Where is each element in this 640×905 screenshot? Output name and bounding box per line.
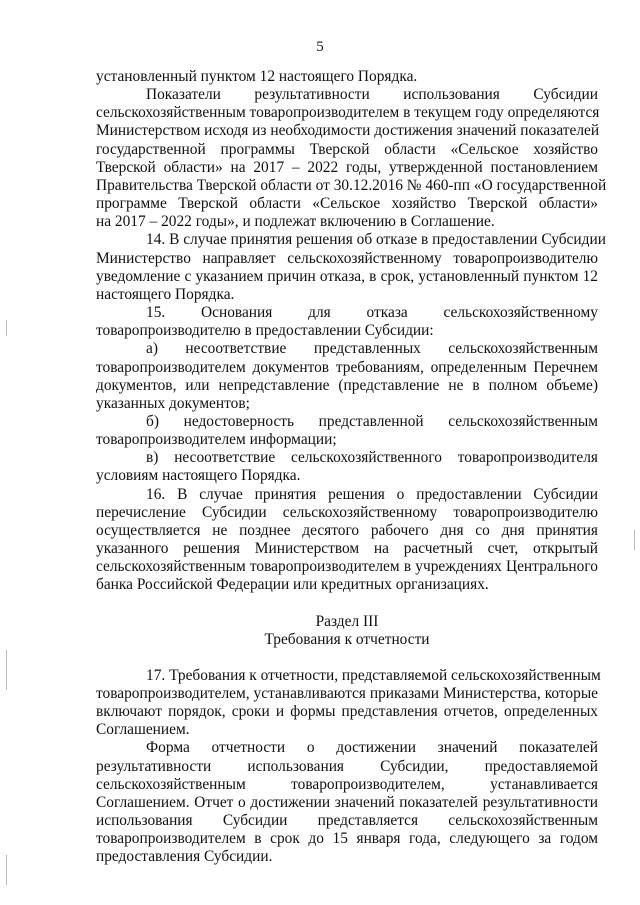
text-line: использования Субсидии представляется сельскохозяйственным — [96, 812, 598, 830]
list-item-b — [96, 413, 598, 449]
paragraph-results-indicators — [96, 86, 607, 231]
list-item-v — [96, 449, 598, 485]
text-line: Тверской области» на 2017 – 2022 годы, утвержденной постановлением — [96, 158, 598, 176]
text-line: товаропроизводителем, устанавливаются приказами Министерства, которые — [96, 685, 598, 702]
text-line: указанных документов; — [96, 394, 250, 412]
text-line: в) несоответствие сельскохозяйственного товаропроизводителя — [146, 449, 598, 467]
text-line: настоящего Порядка. — [96, 285, 235, 303]
page-number: 5 — [316, 39, 324, 55]
text-line: перечисление Субсидии сельскохозяйственному товаропроизводителю — [96, 503, 598, 521]
text-line: товаропроизводителю в предоставлении Субсидии: — [96, 322, 434, 340]
text-line: включают порядок, сроки и формы представления отчетов, определенных — [96, 703, 598, 721]
text-line: а) несоответствие представленных сельскохозяйственным — [146, 340, 598, 358]
text-line: Правительства Тверской области от 30.12.2016 № 460-пп «О государственной — [96, 176, 607, 194]
text-line: указанного решения Министерством на расчетный счет, открытый — [96, 540, 598, 558]
scan-edge-mark — [6, 320, 7, 336]
text-line: условиям настоящего Порядка. — [96, 467, 301, 485]
text-line: предоставления Субсидии. — [96, 848, 273, 866]
text-line: Министерством исходя из необходимости достижения значений показателей — [96, 122, 600, 140]
text-line: товаропроизводителем документов требованиям, определенным Перечнем — [96, 358, 598, 376]
text-line: уведомление с указанием причин отказа, в срок, установленный пунктом 12 — [96, 267, 598, 285]
text-line: Соглашением. Отчет о достижении значений показателей результативности — [96, 793, 598, 811]
scan-edge-mark — [634, 530, 635, 550]
scan-edge-mark — [6, 650, 7, 690]
text-line: сельскохозяйственным товаропроизводителем в учреждениях Центрального — [96, 558, 598, 576]
section-title: Требования к отчетности — [264, 630, 430, 648]
paragraph-continuation — [96, 68, 598, 86]
text-line: документов, или непредставление (представление не в полном объеме) — [96, 376, 598, 394]
text-line: сельскохозяйственным товаропроизводителем в текущем году определяются — [96, 104, 600, 122]
text-line: 17. Требования к отчетности, представляемой сельскохозяйственным — [146, 666, 601, 684]
paragraph-14 — [96, 231, 606, 304]
text-line: банка Российской Федерации или кредитных организациях. — [96, 576, 489, 594]
paragraph-16 — [96, 486, 598, 595]
text-line: Форма отчетности о достижении значений показателей — [146, 739, 598, 757]
text-line: 14. В случае принятия решения об отказе в предоставлении Субсидии — [146, 231, 606, 249]
text-line: Министерство направляет сельскохозяйственному товаропроизводителю — [96, 249, 598, 267]
text-line: осуществляется не позднее десятого рабочего дня со дня принятия — [96, 521, 598, 539]
text-line: программе Тверской области «Сельское хозяйство Тверской области» — [96, 195, 598, 213]
text-line: Соглашением. — [96, 721, 190, 739]
text-line: Показатели результативности использования Субсидии — [146, 86, 598, 104]
text-line: установленный пунктом 12 настоящего Порядка. — [96, 68, 418, 85]
paragraph-17 — [96, 666, 601, 740]
text-line: на 2017 – 2022 годы», и подлежат включению в Соглашение. — [96, 213, 495, 231]
text-line: результативности использования Субсидии, предоставляемой — [96, 757, 598, 775]
text-line: 15. Основания для отказа сельскохозяйственному — [146, 304, 598, 322]
text-line: товаропроизводителем информации; — [96, 431, 337, 449]
paragraph-report-form — [96, 739, 598, 866]
paragraph-15 — [96, 304, 598, 340]
text-line: товаропроизводителем в срок до 15 января года, следующего за годом — [96, 830, 598, 848]
scan-edge-mark — [6, 855, 7, 885]
document-body — [96, 68, 607, 867]
text-line: государственной программы Тверской области «Сельское хозяйство — [96, 140, 598, 158]
text-line: б) недостоверность представленной сельскохозяйственным — [146, 412, 598, 430]
list-item-a — [96, 340, 598, 413]
section-heading: Раздел III — [315, 612, 379, 630]
text-line: 16. В случае принятия решения о предоставлении Субсидии — [146, 485, 598, 503]
text-line: сельскохозяйственным товаропроизводителем, устанавливается — [96, 775, 598, 793]
